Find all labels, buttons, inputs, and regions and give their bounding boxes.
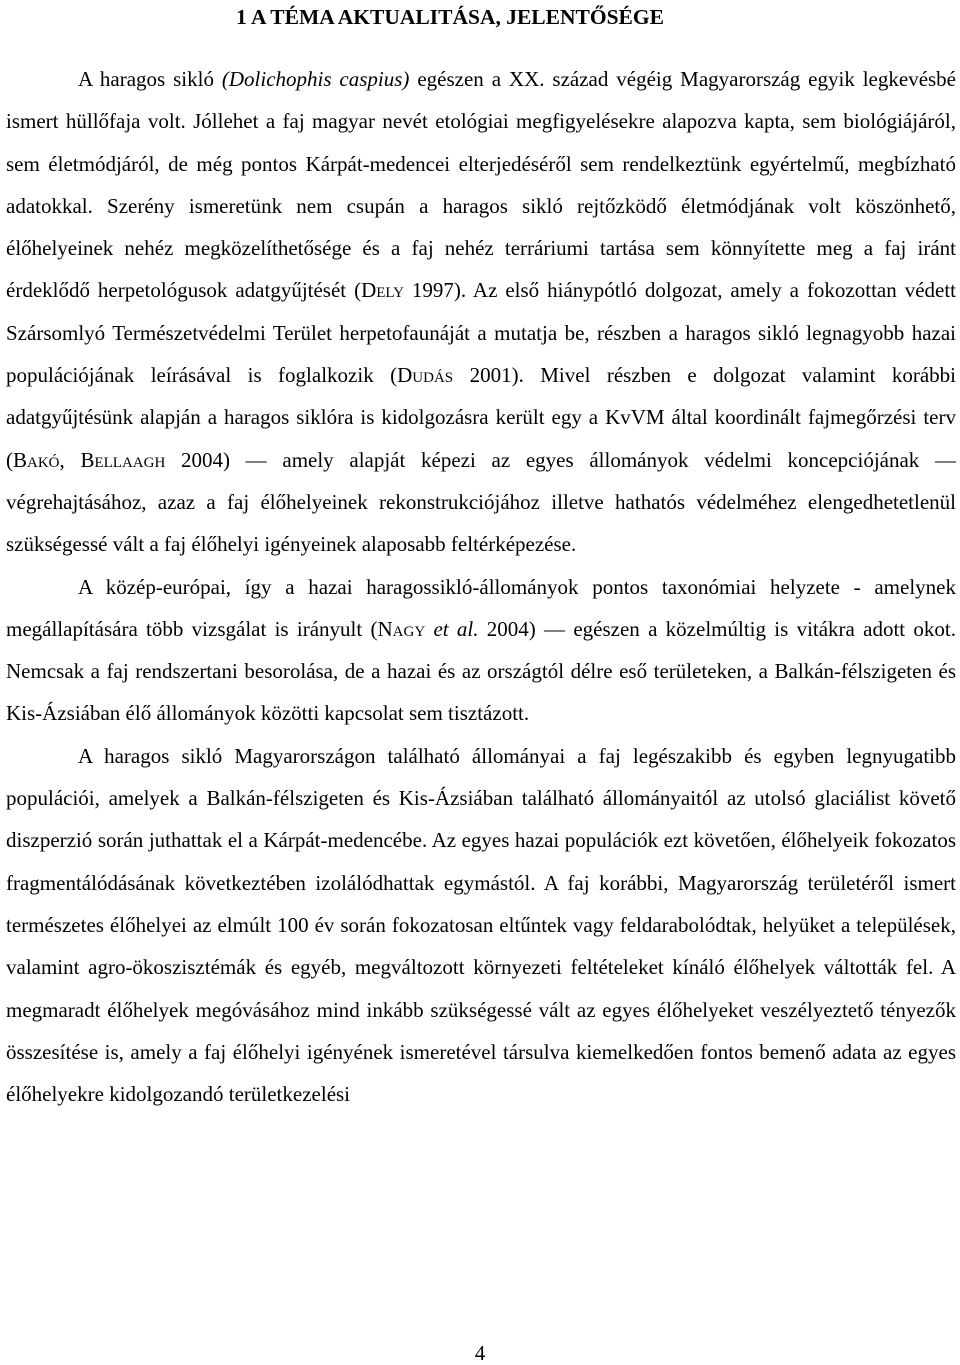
- text-run: 2001). Mivel részben e dolgozat valamint korábbi adatgyűjtésünk alapján a haragos siklóra is kidolgozásra került egy a KvVM által koordinált fajmegőrzési terv (: [6, 363, 956, 472]
- italic-text: (Dolichophis caspius): [221, 67, 410, 91]
- citation-author: Bakó: [13, 447, 60, 472]
- citation-author: Dudás: [397, 363, 454, 388]
- citation-author: Nagy: [377, 616, 426, 641]
- body-text: [6, 58, 956, 1115]
- text-run: A közép-európai, így a hazai haragossikló-állományok pontos taxonómiai helyzete - amelynek megállapítására több vizsgálat is irányult (: [6, 574, 956, 641]
- text-run: 1997). Az első hiánypótló dolgozat, amely a fokozottan védett Szársomlyó Természetvédelmi Terület herpetofaunáját a mutatja be, részben a haragos sikló legnagyobb hazai populációjának leírásával is foglalkozik (: [6, 278, 957, 388]
- page-number: 4: [474, 1341, 486, 1365]
- text-run: egészen a XX. század végéig Magyarország egyik legkevésbé ismert hüllőfaja volt. Jóllehet a faj magyar nevét etológiai megfigyelésekre alapozva kapta, sem biológiájáról, sem életmódjáról, de még pontos Kárpát-medencei elterjedéséről sem rendelkeztünk egyértelmű, megbízható adatokkal. Szerény ismeretünk nem csupán a haragos sikló rejtőzködő életmódjának volt köszönhető, élőhelyeinek nehéz megközelíthetősége és a faj nehéz terráriumi tartása sem könnyítette meg a faj iránt érdeklődő herpetológusok adatgyűjtését (: [6, 67, 957, 303]
- paragraph-1: [6, 58, 956, 566]
- text-run: 2004) — amely alapját képezi az egyes állományok védelmi koncepciójának — végrehajtásához, azaz a faj élőhelyeinek rekonstrukciójához illetve hathatós védelméhez elengedhetetlenül szükségessé vált a faj élőhelyi igényeinek alaposabb feltérképezése.: [6, 447, 957, 557]
- paragraph-2: [6, 566, 956, 735]
- text-run: A haragos sikló: [78, 67, 222, 91]
- citation-author: Bellaagh: [80, 447, 166, 472]
- citation-author: Dely: [361, 278, 404, 303]
- text-run: A haragos sikló Magyarországon található állományai a faj legészakibb és egyben legnyugatibb populációi, amelyek a Balkán-félszigeten és Kis-Ázsiában található állományaitól az utolsó glaciálist követő diszperzió során juthattak el a Kárpát-medencébe. Az egyes hazai populációk ezt követően, élőhelyeik fokozatos fragmentálódásának következtében izolálódhattak egymástól. A faj korábbi, Magyarország területéről ismert természetes élőhelyei az elmúlt 100 év során fokozatosan eltűntek vagy feldarabolódtak, helyüket a települések, valamint agro-ökoszisztémák és egyéb, megváltozott környezeti feltételeket kínáló élőhelyek váltották fel. A megmaradt élőhelyek megóvásához mind inkább szükségessé vált az egyes élőhelyeket veszélyeztető tényezők összesítése is, amely a faj élőhelyi igényének ismeretével társulva kiemelkedően fontos bemenő adata az egyes élőhelyekre kidolgozandó területkezelési: [6, 743, 956, 1107]
- text-run: 2004) — egészen a közelmúltig is vitákra adott okot. Nemcsak a faj rendszertani besorolása, de a hazai és az országtól délre eső területeken, a Balkán-félszigeten és Kis-Ázsiában élő állományok közötti kapcsolat sem tisztázott.: [6, 616, 957, 726]
- text-run: ,: [59, 447, 81, 472]
- italic-text: et al.: [433, 616, 479, 641]
- section-heading: 1 A TÉMA AKTUALITÁSA, JELENTŐSÉGE: [236, 5, 664, 29]
- paragraph-3: [6, 735, 956, 1116]
